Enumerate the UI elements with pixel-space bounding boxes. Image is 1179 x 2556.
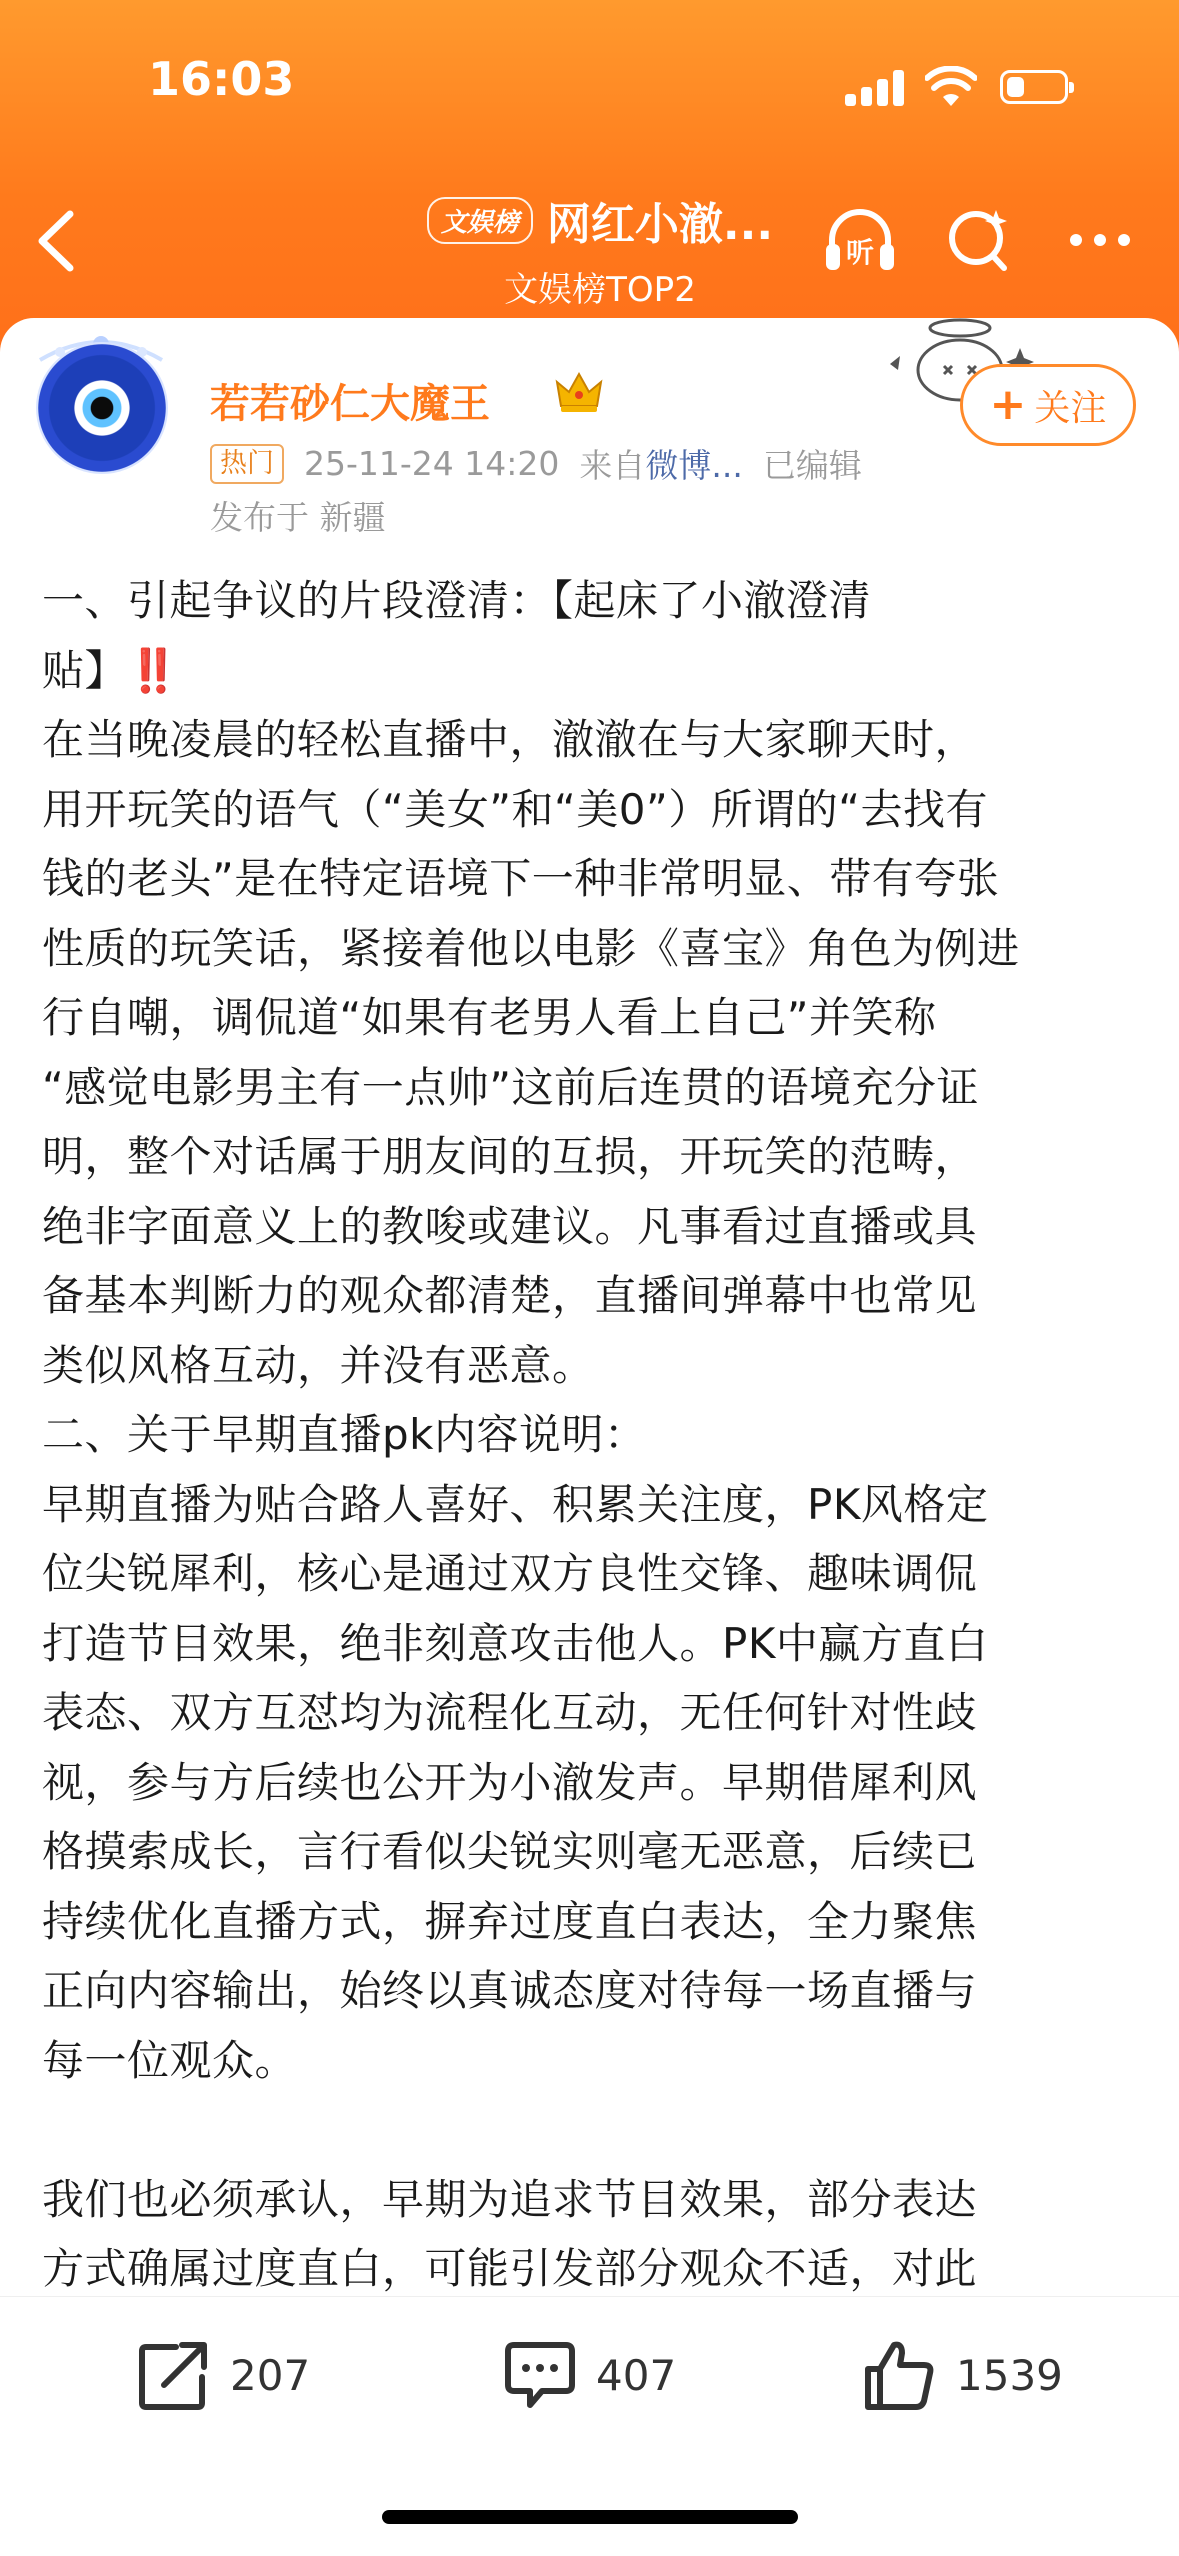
ranking-badge: 文娱榜 [427,197,533,244]
follow-button[interactable] [960,364,1136,446]
content-line: 类似风格互动，并没有恶意。 [42,1340,595,1390]
more-options-icon[interactable] [1060,200,1140,280]
content-line: 正向内容输出，始终以真诚态度对待每一场直播与 [42,1966,978,2015]
content-line: 用开玩笑的语气（“美女”和“美0”）所谓的“去找有 [42,784,989,834]
content-line: “感觉电影男主有一点帅”这前后连贯的语境充分证 [42,1062,980,1112]
content-line: 备基本判断力的观众都清楚，直播间弹幕中也常见 [42,1271,978,1320]
content-line: 我们也必须承认，早期为追求节目效果，部分表达 [42,2174,978,2224]
author-name[interactable]: 若若砂仁大魔王 [210,381,490,427]
follow-label: 关注 [1034,387,1107,429]
thumbs-up-icon [862,2337,938,2413]
comment-bubble-icon [502,2337,578,2413]
post-content [42,566,1142,2304]
content-line: 性质的玩笑话，紧接着他以电影《喜宝》角色为例进 [42,923,1020,973]
content-line: 格摸索成长，言行看似尖锐实则毫无恶意，后续已 [42,1827,978,1876]
listen-headphone-icon[interactable] [820,200,900,280]
crown-badge-icon [553,368,605,414]
content-line: 视，参与方后续也公开为小澈发声。早期借犀利风 [42,1757,978,1807]
content-line: 钱的老头”是在特定语境下一种非常明显、带有夸张 [42,854,1000,903]
content-line: 位尖锐犀利，核心是通过双方良性交锋、趣味调侃 [42,1549,978,1598]
page-subtitle: 文娱榜TOP2 [504,270,696,310]
post-card [0,318,1179,2556]
back-arrow-icon[interactable] [28,206,88,276]
content-line: 打造节目效果，绝非刻意攻击他人。PK中赢方直白 [42,1618,989,1668]
via-prefix: 来自 [579,446,646,485]
content-line: 每一位观众。 [42,2035,298,2085]
status-time: 16:03 [148,52,295,106]
status-bar [0,0,1179,160]
repost-count: 207 [230,2350,311,2400]
double-exclamation-icon: ‼️ [127,645,180,695]
content-line: 方式确属过度直白，可能引发部分观众不适，对此 [42,2244,978,2293]
content-line: 二、关于早期直播pk内容说明： [42,1410,647,1459]
repost-button[interactable] [136,2337,310,2413]
content-line: 明，整个对话属于朋友间的互损，开玩笑的范畴， [42,1132,978,1181]
like-button[interactable] [862,2337,1063,2413]
home-indicator[interactable] [382,2510,798,2524]
battery-level [1007,77,1024,97]
content-line: 早期直播为贴合路人喜好、积累关注度，PK风格定 [42,1479,989,1529]
post-datetime: 25-11-24 14:20 [304,444,560,483]
content-line-blank [42,2095,1142,2165]
content-line: 绝非字面意义上的教唆或建议。凡事看过直播或具 [42,1201,978,1251]
comment-button[interactable] [502,2337,676,2413]
wifi-icon [925,66,977,108]
content-line: 行自嘲，调侃道“如果有老男人看上自己”并笑称 [42,993,937,1042]
content-line-text: 贴】 [42,645,128,695]
content-line [42,636,1142,706]
battery-icon [1000,70,1068,104]
nav-title-block[interactable] [390,188,810,311]
content-line: 持续优化直播方式，摒弃过度直白表达，全力聚焦 [42,1896,978,1946]
listen-label: 听 [845,236,875,269]
post-meta [210,440,862,487]
cellular-signal-icon [845,70,905,106]
plus-icon: + [989,379,1027,430]
like-count: 1539 [956,2350,1063,2400]
hot-tag: 热门 [210,444,284,484]
comment-count: 407 [596,2350,677,2400]
content-line: 一、引起争议的片段澄清：【起床了小澈澄清 [42,576,872,625]
edited-label[interactable]: 已编辑 [762,446,862,485]
via-source-link[interactable]: 微博... [645,446,743,485]
post-location: 发布于 新疆 [210,498,386,537]
content-line: 在当晚凌晨的轻松直播中，澈澈在与大家聊天时， [42,715,978,764]
content-line: 表态、双方互怼均为流程化互动，无任何针对性歧 [42,1688,978,1737]
nav-bar [0,170,1179,320]
avatar[interactable] [36,342,168,474]
search-icon[interactable] [940,200,1020,280]
page-title: 网红小澈... [546,199,774,250]
post-source [579,440,742,487]
repost-share-icon [136,2337,212,2413]
